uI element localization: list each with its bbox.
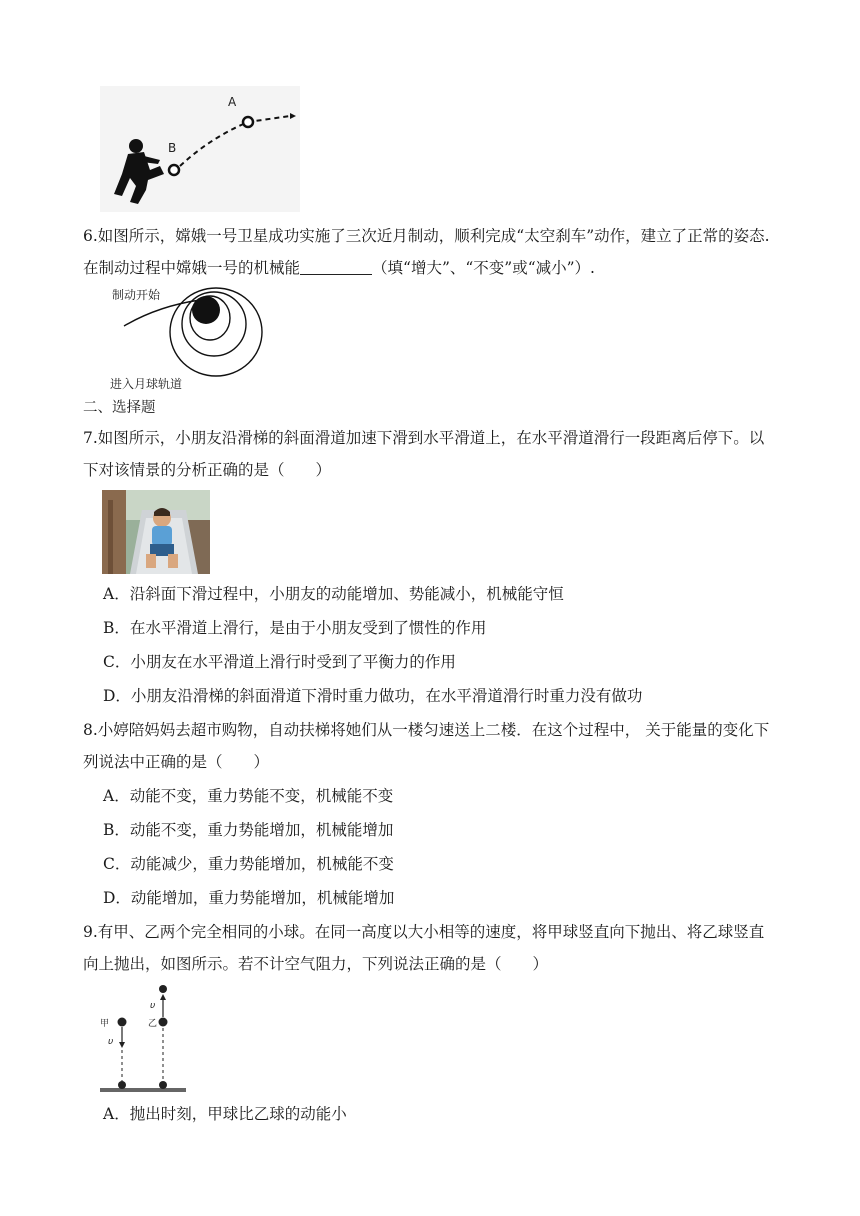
q7-line1: 7.如图所示，小朋友沿滑梯的斜面滑道加速下滑到水平滑道上，在水平滑道滑行一段距离后停下。以 [83,429,765,447]
two-balls-figure [96,982,192,1096]
q8-option-d: D．动能增加，重力势能增加，机械能增加 [103,889,395,907]
ball-jia-label: 甲 [100,1019,110,1029]
q8-option-c: C．动能减少，重力势能增加，机械能不变 [103,855,394,873]
q8-line2: 列说法中正确的是（ ） [83,753,270,771]
q6-line2 [83,258,595,278]
braking-start-label: 制动开始 [112,288,161,302]
point-a-label: A [228,95,237,109]
section-title: 二、选择题 [83,400,156,416]
point-b-label: B [168,141,177,155]
orbit-braking-figure [108,286,278,394]
answer-blank [300,260,372,275]
q7-option-d: D．小朋友沿滑梯的斜面滑道下滑时重力做功，在水平滑道滑行时重力没有做功 [103,687,643,705]
q9-line1: 9.有甲、乙两个完全相同的小球。在同一高度以大小相等的速度，将甲球竖直向下抛出、将乙球竖直 [83,923,765,941]
q7-line2: 下对该情景的分析正确的是（ ） [83,461,332,479]
q7-option-a: A．沿斜面下滑过程中，小朋友的动能增加、势能减小，机械能守恒 [103,585,564,603]
q6-line2-before: 在制动过程中嫦娥一号的机械能 [83,259,301,277]
q7-option-b: B．在水平滑道上滑行，是由于小朋友受到了惯性的作用 [103,619,487,637]
q6-line2-after: （填“增大”、“不变”或“减小”）. [372,259,595,277]
q7-option-c: C．小朋友在水平滑道上滑行时受到了平衡力的作用 [103,653,456,671]
velocity-down-label: υ [108,1037,114,1047]
q9-option-a: A．抛出时刻，甲球比乙球的动能小 [103,1105,347,1123]
q6-line1: 6.如图所示，嫦娥一号卫星成功实施了三次近月制动，顺利完成“太空刹车”动作，建立了正常的姿态. [83,227,770,245]
enter-lunar-orbit-label: 进入月球轨道 [110,377,183,391]
q8-option-a: A．动能不变，重力势能不变，机械能不变 [103,787,394,805]
kick-ball-figure [100,86,300,212]
q9-line2: 向上抛出，如图所示。若不计空气阻力，下列说法正确的是（ ） [83,955,549,973]
slide-photo [102,490,210,574]
velocity-up-label: υ [150,1001,156,1011]
q8-option-b: B．动能不变，重力势能增加，机械能增加 [103,821,394,839]
ball-yi-label: 乙 [148,1019,158,1029]
q8-line1: 8.小婷陪妈妈去超市购物，自动扶梯将她们从一楼匀速送上二楼．在这个过程中， 关于能量的变化下 [83,721,770,739]
